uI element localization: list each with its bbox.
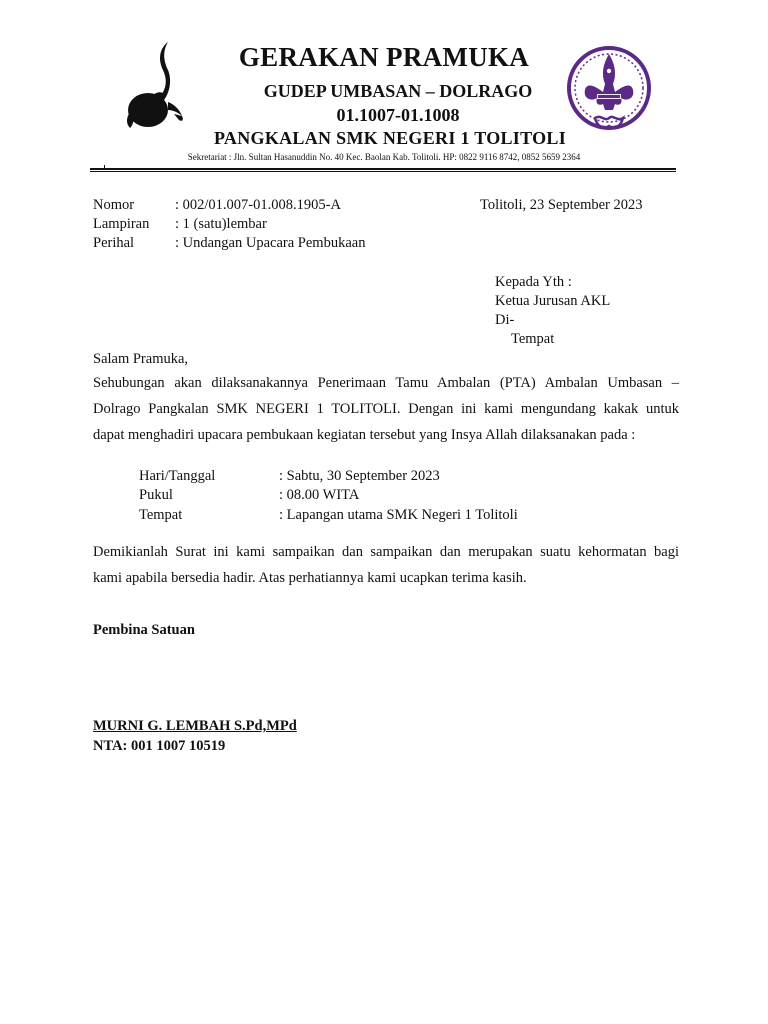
paragraph-line: Sehubungan akan dilaksanakannya Penerimaan Tamu Ambalan (PTA) Ambalan Umbasan –	[93, 375, 679, 391]
perihal-label: Perihal	[93, 235, 135, 251]
letterhead-unit: GUDEP UMBASAN – DOLRAGO	[263, 81, 533, 101]
letter-date: Tolitoli, 23 September 2023	[480, 197, 643, 213]
body-paragraph-1	[93, 370, 679, 448]
signature-title: Pembina Satuan	[93, 622, 195, 638]
lampiran-label: Lampiran	[93, 216, 150, 232]
detail-value-time: : 08.00 WITA	[279, 487, 360, 503]
letterhead-divider-thin	[90, 171, 676, 172]
greeting: Salam Pramuka,	[93, 351, 189, 367]
lampiran-value: : 1 (satu)lembar	[175, 216, 267, 232]
detail-value-date: : Sabtu, 30 September 2023	[279, 468, 440, 484]
nomor-label: Nomor	[93, 197, 135, 213]
recipient-line1: Kepada Yth :	[495, 274, 572, 290]
paragraph-line: dapat menghadiri upacara pembukaan kegiatan tersebut yang Insya Allah dilaksanakan pada :	[93, 427, 636, 443]
paragraph-line: Dolrago Pangkalan SMK NEGERI 1 TOLITOLI. Dengan ini kami mengundang kakak untuk	[93, 401, 679, 417]
recipient-line4: Tempat	[511, 331, 555, 347]
body-paragraph-2	[93, 539, 679, 591]
letterhead-number: 01.1007-01.1008	[336, 105, 460, 125]
recipient-line3: Di-	[495, 312, 515, 328]
detail-label-time: Pukul	[139, 487, 173, 503]
recipient-line2: Ketua Jurusan AKL	[495, 293, 611, 309]
paragraph-line: kami apabila bersedia hadir. Atas perhatiannya kami ucapkan terima kasih.	[93, 570, 527, 586]
letterhead-base: PANGKALAN SMK NEGERI 1 TOLITOLI	[213, 128, 567, 148]
paragraph-line: Demikianlah Surat ini kami sampaikan dan sampaikan dan merupakan suatu kehormatan bagi	[93, 544, 679, 560]
letterhead-divider	[90, 168, 676, 170]
signature-name: MURNI G. LEMBAH S.Pd,MPd	[93, 718, 297, 734]
signature-nta: NTA: 001 1007 10519	[93, 738, 226, 754]
detail-label-place: Tempat	[139, 507, 183, 523]
letterhead-address: Sekretariat : Jln. Sultan Hasanuddin No. 40 Kec. Baolan Kab. Tolitoli. HP: 0822 9116 8742, 0852 5659 2364	[187, 152, 581, 162]
detail-label-date: Hari/Tanggal	[139, 468, 216, 484]
detail-value-place: : Lapangan utama SMK Negeri 1 Tolitoli	[279, 507, 518, 523]
divider-tick	[104, 165, 105, 169]
nomor-value: : 002/01.007-01.008.1905-A	[175, 197, 341, 213]
letterhead-org: GERAKAN PRAMUKA	[238, 42, 530, 72]
perihal-value: : Undangan Upacara Pembukaan	[175, 235, 366, 251]
